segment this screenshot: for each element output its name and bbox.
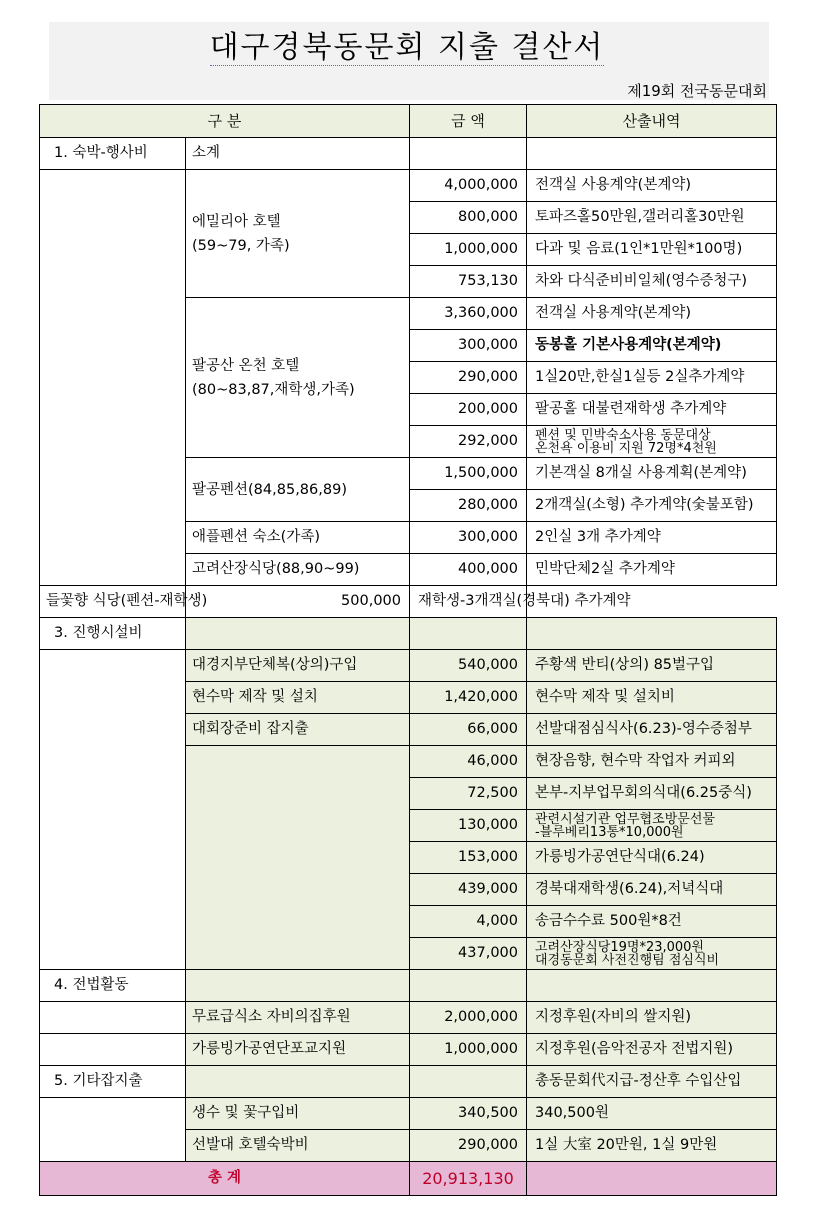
amount-cell: 439,000: [410, 874, 527, 906]
detail-cell: 본부-지부업무회의식대(6.25중식): [527, 778, 777, 810]
detail-cell: 차와 다식준비비일체(영수증청구): [527, 266, 777, 298]
detail-cell: 지정후원(자비의 쌀지원): [527, 1002, 777, 1034]
detail-cell: [527, 138, 777, 170]
blank-cell: [40, 650, 186, 970]
group-palgong: [186, 298, 410, 458]
section-label: 1. 숙박-행사비: [40, 138, 186, 170]
amount-cell: 200,000: [410, 394, 527, 426]
amount-cell: 4,000,000: [410, 170, 527, 202]
header-row: [40, 105, 777, 138]
amount-cell: [410, 138, 527, 170]
expense-table: [39, 104, 777, 1196]
group-note: (80~83,87,재학생,가족): [192, 381, 355, 398]
blank-cell: [186, 970, 410, 1002]
amount-cell: 72,500: [410, 778, 527, 810]
detail-line: 온천욕 이용비 지원 72명*4천원: [535, 440, 717, 456]
table-row: [40, 586, 777, 618]
detail-cell: 주황색 반티(상의) 85벌구입: [527, 650, 777, 682]
item-name: 애플펜션 숙소(가족): [186, 522, 410, 554]
subtotal-label: 소계: [186, 138, 410, 170]
header-detail: 산출내역: [527, 105, 777, 138]
detail-line: 펜션 및 민박숙소사용 동문대상: [535, 427, 711, 443]
section-label: 4. 전법활동: [40, 970, 186, 1002]
blank-cell: [527, 1162, 777, 1196]
item-name: 대경지부단체복(상의)구입: [186, 650, 410, 682]
detail-cell: 지정후원(음악전공자 전법지원): [527, 1034, 777, 1066]
section-row: [40, 1066, 777, 1098]
blank-cell: [186, 1066, 410, 1098]
blank-cell: [527, 618, 777, 650]
detail-line: -블루베리13통*10,000원: [535, 824, 684, 840]
amount-cell: 500,000: [186, 586, 410, 618]
group-pension: 팔공펜션(84,85,86,89): [186, 458, 410, 522]
detail-cell: 토파즈홀50만원,갤러리홀30만원: [527, 202, 777, 234]
amount-cell: 753,130: [410, 266, 527, 298]
amount-cell: 400,000: [410, 554, 527, 586]
group-name: 팔공산 온천 호텔: [192, 357, 300, 374]
amount-cell: 130,000: [410, 810, 527, 842]
amount-cell: 1,500,000: [410, 458, 527, 490]
amount-cell: 290,000: [410, 362, 527, 394]
detail-line: 대경동문회 사전진행팀 점심식비: [535, 952, 720, 968]
amount-cell: 540,000: [410, 650, 527, 682]
blank-cell: [186, 618, 410, 650]
detail-cell: [527, 938, 777, 970]
document-title: 대구경북동문회 지출 결산서: [209, 30, 605, 65]
amount-cell: 800,000: [410, 202, 527, 234]
blank-cell: [186, 746, 410, 970]
detail-cell: 가릉빙가공연단식대(6.24): [527, 842, 777, 874]
amount-cell: 2,000,000: [410, 1002, 527, 1034]
detail-cell: 2인실 3개 추가계약: [527, 522, 777, 554]
section-label: 5. 기타잡지출: [40, 1066, 186, 1098]
group-name: 에밀리아 호텔: [192, 213, 281, 230]
detail-cell: 송금수수료 500원*8건: [527, 906, 777, 938]
table-row: [40, 1034, 777, 1066]
detail-cell: [527, 810, 777, 842]
detail-cell: 현수막 제작 및 설치비: [527, 682, 777, 714]
detail-cell: 재학생-3개객실(경북대) 추가계약: [410, 586, 527, 618]
detail-cell: 경북대재학생(6.24),저녁식대: [527, 874, 777, 906]
section-row: [40, 618, 777, 650]
section-label: 3. 진행시설비: [40, 618, 186, 650]
table-row: [40, 1098, 777, 1130]
item-name: 고려산장식당(88,90~99): [186, 554, 410, 586]
group-emilia: [186, 170, 410, 298]
amount-cell: 300,000: [410, 522, 527, 554]
detail-cell: 1실 大室 20만원, 1실 9만원: [527, 1130, 777, 1162]
blank-cell: [40, 1098, 186, 1162]
blank-cell: [40, 170, 186, 586]
detail-cell: 기본객실 8개실 사용계획(본계약): [527, 458, 777, 490]
detail-line: 관련시설기관 업무협조방문선물: [535, 811, 715, 827]
detail-line: 고려산장식당19명*23,000원: [535, 939, 704, 955]
detail-cell: 현장음향, 현수막 작업자 커피외: [527, 746, 777, 778]
header-category: 구 분: [40, 105, 410, 138]
blank-cell: [527, 970, 777, 1002]
item-name: 들꽃향 식당(펜션-재학생): [40, 586, 186, 618]
detail-cell: 2개객실(소형) 추가계약(숯불포함): [527, 490, 777, 522]
table-row: [40, 170, 777, 202]
detail-cell: 다과 및 음료(1인*1만원*100명): [527, 234, 777, 266]
amount-cell: 300,000: [410, 330, 527, 362]
section-row: [40, 138, 777, 170]
detail-cell: 총동문회代지급-정산후 수입산입: [527, 1066, 777, 1098]
detail-cell: 전객실 사용계약(본계약): [527, 170, 777, 202]
header-amount: 금 액: [410, 105, 527, 138]
section-row: [40, 970, 777, 1002]
amount-cell: 340,500: [410, 1098, 527, 1130]
detail-cell: 1실20만,한실1실등 2실추가계약: [527, 362, 777, 394]
detail-cell: 340,500원: [527, 1098, 777, 1130]
item-name: 대회장준비 잡지출: [186, 714, 410, 746]
item-name: 가릉빙가공연단포교지원: [186, 1034, 410, 1066]
item-name: 생수 및 꽃구입비: [186, 1098, 410, 1130]
blank-cell: [40, 1034, 186, 1066]
item-name: 선발대 호텔숙박비: [186, 1130, 410, 1162]
amount-cell: 1,000,000: [410, 234, 527, 266]
amount-cell: 280,000: [410, 490, 527, 522]
amount-cell: 292,000: [410, 426, 527, 458]
detail-cell: 민박단체2실 추가계약: [527, 554, 777, 586]
group-note: (59~79, 가족): [192, 237, 290, 254]
amount-cell: 437,000: [410, 938, 527, 970]
amount-cell: 1,000,000: [410, 1034, 527, 1066]
table-row: [40, 1002, 777, 1034]
detail-cell: [527, 426, 777, 458]
amount-cell: 153,000: [410, 842, 527, 874]
blank-cell: [40, 1002, 186, 1034]
amount-cell: 4,000: [410, 906, 527, 938]
total-amount: 20,913,130: [410, 1162, 527, 1196]
detail-cell: 팔공홀 대불련재학생 추가계약: [527, 394, 777, 426]
detail-cell: 선발대점심식사(6.23)-영수증첨부: [527, 714, 777, 746]
item-name: 무료급식소 자비의집후원: [186, 1002, 410, 1034]
amount-cell: 46,000: [410, 746, 527, 778]
amount-cell: 3,360,000: [410, 298, 527, 330]
blank-cell: [410, 618, 527, 650]
amount-cell: 290,000: [410, 1130, 527, 1162]
blank-cell: [410, 970, 527, 1002]
item-name: 현수막 제작 및 설치: [186, 682, 410, 714]
total-label: 총 계: [40, 1162, 410, 1196]
total-row: [40, 1162, 777, 1196]
blank-cell: [410, 1066, 527, 1098]
table-row: [40, 650, 777, 682]
document-subtitle: 제19회 전국동문대회: [627, 82, 767, 100]
amount-cell: 66,000: [410, 714, 527, 746]
detail-cell: 전객실 사용계약(본계약): [527, 298, 777, 330]
amount-cell: 1,420,000: [410, 682, 527, 714]
detail-cell: 동봉홀 기본사용계약(본계약): [527, 330, 777, 362]
